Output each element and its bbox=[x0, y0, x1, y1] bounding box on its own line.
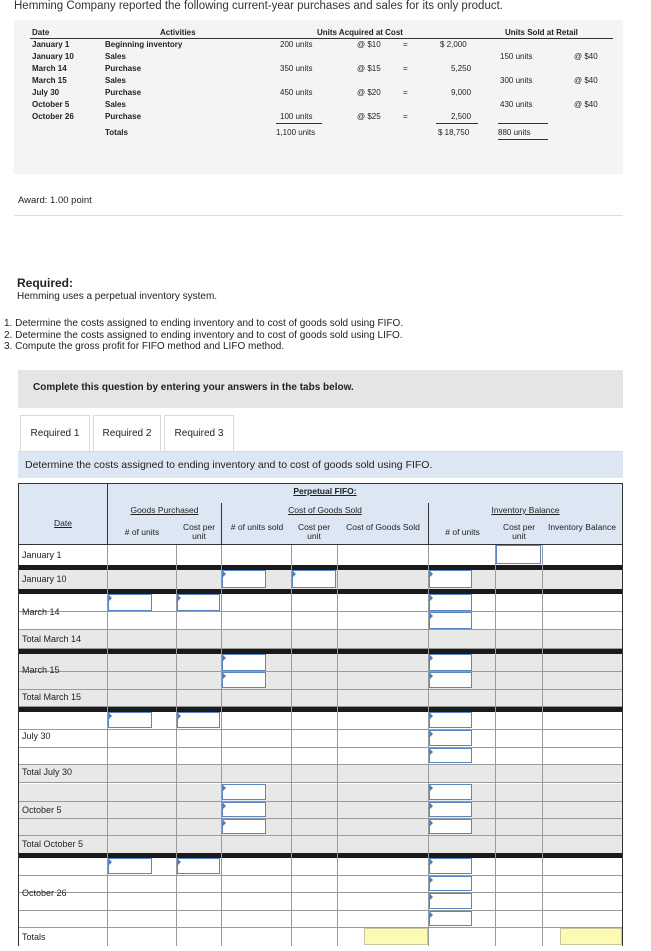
question-item: 1. Determine the costs assigned to ending inventory and to cost of goods sold using FIFO. bbox=[4, 318, 404, 329]
acquired-cost: @ $20 bbox=[357, 88, 381, 97]
complete-note: Complete this question by entering your answers in the tabs below. bbox=[33, 382, 354, 393]
input-oct26-purchased-cost[interactable] bbox=[177, 858, 220, 874]
totals-label: Totals bbox=[105, 128, 128, 137]
input-jul30-purchased-cost[interactable] bbox=[177, 712, 220, 728]
award-points: Award: 1.00 point bbox=[18, 195, 92, 206]
input-mar14-purchased-units[interactable] bbox=[108, 594, 152, 611]
col-ib-units: # of units bbox=[445, 527, 480, 537]
tab-required-2[interactable]: Required 2 bbox=[93, 415, 161, 452]
input-mar15-balance-units[interactable] bbox=[429, 654, 472, 671]
required-subtitle: Hemming uses a perpetual inventory system. bbox=[17, 291, 218, 302]
sold-units: 300 units bbox=[500, 76, 533, 85]
acquired-total: $ 2,000 bbox=[440, 40, 467, 49]
date-label: Total March 14 bbox=[22, 634, 82, 644]
input-mar14-balance-units-2[interactable] bbox=[429, 612, 472, 629]
col-gp-units: # of units bbox=[124, 527, 160, 537]
row-march-15 bbox=[19, 654, 622, 690]
input-mar14-purchased-cost[interactable] bbox=[177, 594, 220, 611]
instruction-text: Determine the costs assigned to ending inventory and to cost of goods sold using FIFO. bbox=[25, 459, 433, 471]
sold-price: @ $40 bbox=[574, 76, 598, 85]
input-mar15-balance-units-2[interactable] bbox=[429, 672, 472, 688]
row-activity: Purchase bbox=[105, 88, 142, 97]
equals-sign: = bbox=[403, 112, 408, 121]
col-cs-cost: Cost per unit bbox=[297, 522, 331, 541]
acquired-units: 350 units bbox=[280, 64, 313, 73]
row-date: January 1 bbox=[32, 40, 70, 49]
input-oct26-purchased-units[interactable] bbox=[108, 858, 152, 874]
date-label: Total March 15 bbox=[22, 692, 82, 702]
input-jul30-purchased-units[interactable] bbox=[108, 712, 152, 728]
input-oct26-balance-units-2[interactable] bbox=[429, 876, 472, 891]
input-oct5-balance-units-2[interactable] bbox=[429, 802, 472, 817]
input-oct5-balance-units[interactable] bbox=[429, 784, 472, 800]
row-total-october-5 bbox=[19, 836, 622, 853]
input-jan10-units-sold[interactable] bbox=[222, 570, 266, 588]
input-oct26-balance-units[interactable] bbox=[429, 858, 472, 874]
complete-note-banner bbox=[18, 370, 623, 408]
required-title: Required: bbox=[17, 276, 74, 290]
date-label: January 10 bbox=[22, 574, 67, 584]
total-cost-of-goods-sold-cell[interactable] bbox=[364, 928, 428, 945]
row-total-july-30 bbox=[19, 765, 622, 782]
acquired-units: 100 units bbox=[280, 112, 313, 121]
input-mar14-balance-units[interactable] bbox=[429, 594, 472, 611]
input-oct5-units-sold-2[interactable] bbox=[222, 802, 266, 817]
row-date: October 26 bbox=[32, 112, 74, 121]
input-jan10-cost-per-unit[interactable] bbox=[292, 570, 336, 588]
acquired-units: 200 units bbox=[280, 40, 313, 49]
col-header-units-acquired: Units Acquired at Cost bbox=[317, 28, 403, 37]
row-activity: Sales bbox=[105, 52, 126, 61]
row-total-march-14 bbox=[19, 630, 622, 649]
row-date: July 30 bbox=[32, 88, 60, 97]
row-date: March 15 bbox=[32, 76, 67, 85]
row-october-5 bbox=[19, 784, 622, 836]
input-jul30-balance-units-3[interactable] bbox=[429, 748, 472, 763]
equals-sign: = bbox=[403, 40, 408, 49]
acquired-cost: @ $10 bbox=[357, 40, 381, 49]
purchases-sales-table bbox=[14, 20, 623, 174]
col-ib-total: Inventory Balance bbox=[547, 522, 617, 532]
col-date: Date bbox=[54, 518, 72, 528]
total-acquired-cost: $ 18,750 bbox=[438, 128, 470, 137]
date-label: October 26 bbox=[22, 888, 67, 898]
acquired-total: 2,500 bbox=[451, 112, 472, 121]
input-oct26-balance-units-4[interactable] bbox=[429, 911, 472, 926]
instruction-banner bbox=[18, 452, 623, 478]
row-activity: Sales bbox=[105, 100, 126, 109]
question-item: 2. Determine the costs assigned to ending inventory and to cost of goods sold using LIFO. bbox=[4, 329, 403, 341]
input-oct5-units-sold-3[interactable] bbox=[222, 819, 266, 834]
input-jul30-balance-units-2[interactable] bbox=[429, 730, 472, 746]
tab-required-1[interactable]: Required 1 bbox=[20, 415, 90, 452]
input-oct5-balance-units-3[interactable] bbox=[429, 819, 472, 834]
col-gp-cost: Cost per unit bbox=[182, 522, 216, 541]
row-activity: Purchase bbox=[105, 112, 142, 121]
total-acquired-units: 1,100 units bbox=[276, 128, 316, 137]
group-goods-purchased: Goods Purchased bbox=[130, 505, 199, 515]
row-date: March 14 bbox=[32, 64, 67, 73]
tab-required-3[interactable]: Required 3 bbox=[164, 415, 234, 452]
acquired-cost: @ $15 bbox=[357, 64, 381, 73]
date-label: Total July 30 bbox=[22, 767, 73, 777]
row-activity: Beginning inventory bbox=[105, 40, 183, 49]
date-label: March 15 bbox=[22, 665, 60, 675]
input-oct26-balance-units-3[interactable] bbox=[429, 893, 472, 909]
col-header-units-sold: Units Sold at Retail bbox=[505, 28, 578, 37]
acquired-total: 9,000 bbox=[451, 88, 472, 97]
intro-text: Hemming Company reported the following current-year purchases and sales for its only product. bbox=[14, 0, 503, 12]
col-header-date: Date bbox=[32, 28, 50, 37]
input-mar15-units-sold[interactable] bbox=[222, 654, 266, 671]
question-list bbox=[4, 318, 403, 353]
question-item: 3. Compute the gross profit for FIFO method and LIFO method. bbox=[4, 341, 285, 352]
input-mar15-units-sold-2[interactable] bbox=[222, 672, 266, 688]
sold-units: 430 units bbox=[500, 100, 533, 109]
sold-price: @ $40 bbox=[574, 100, 598, 109]
col-header-activities: Activities bbox=[160, 28, 196, 37]
input-jan10-balance-units[interactable] bbox=[429, 570, 472, 588]
date-label: July 30 bbox=[22, 731, 51, 741]
acquired-total: 5,250 bbox=[451, 64, 472, 73]
worksheet-title: Perpetual FIFO: bbox=[293, 486, 357, 496]
row-date: October 5 bbox=[32, 100, 70, 109]
col-cs-units: # of units sold bbox=[230, 522, 284, 532]
sold-units: 150 units bbox=[500, 52, 533, 61]
date-label: January 1 bbox=[22, 550, 62, 560]
input-jul30-balance-units[interactable] bbox=[429, 712, 472, 728]
row-totals bbox=[19, 928, 622, 946]
equals-sign: = bbox=[403, 88, 408, 97]
group-inventory-balance: Inventory Balance bbox=[491, 505, 560, 515]
date-label: Totals bbox=[22, 932, 46, 942]
row-activity: Sales bbox=[105, 76, 126, 85]
acquired-cost: @ $25 bbox=[357, 112, 381, 121]
sold-price: @ $40 bbox=[574, 52, 598, 61]
row-activity: Purchase bbox=[105, 64, 142, 73]
divider bbox=[14, 215, 623, 216]
date-label: October 5 bbox=[22, 805, 62, 815]
input-jan1-balance-cost[interactable] bbox=[496, 545, 541, 564]
total-inventory-balance-cell[interactable] bbox=[560, 928, 622, 945]
row-total-march-15 bbox=[19, 690, 622, 707]
date-label: Total October 5 bbox=[22, 839, 84, 849]
input-oct5-units-sold[interactable] bbox=[222, 784, 266, 800]
acquired-units: 450 units bbox=[280, 88, 313, 97]
total-sold-units: 880 units bbox=[498, 128, 531, 137]
date-label: March 14 bbox=[22, 607, 60, 617]
col-cs-total: Cost of Goods Sold bbox=[346, 522, 420, 532]
row-date: January 10 bbox=[32, 52, 74, 61]
col-ib-cost: Cost per unit bbox=[502, 522, 536, 541]
group-cost-of-goods-sold: Cost of Goods Sold bbox=[288, 505, 362, 515]
equals-sign: = bbox=[403, 64, 408, 73]
